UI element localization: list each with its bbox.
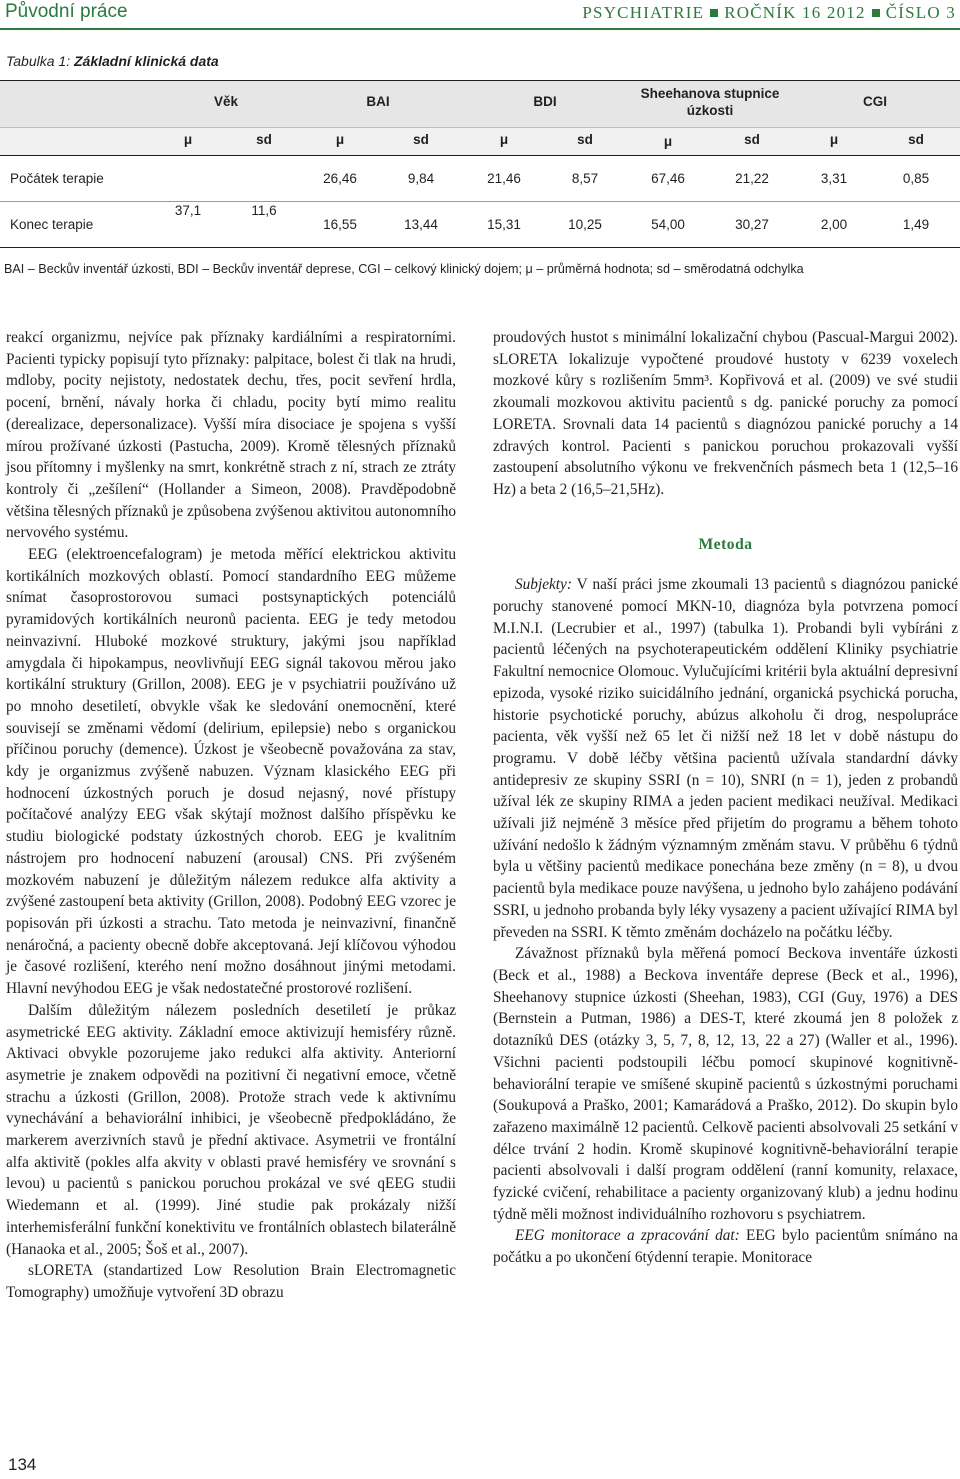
journal-name: PSYCHIATRIE bbox=[582, 3, 705, 22]
table-cell: 0,85 bbox=[902, 171, 930, 186]
paragraph: Dalším důležitým nálezem posledních desetiletí je průkaz asymetrické EEG aktivity. Základní emoce aktivizují hemisféry různě. Aktivaci obvykle pozorujeme jako redukci alfa aktivity. Anteriorní asymetrie je znakem odpovědi na pozitivní či negativní emoce, včetně strachu a úzkosti (Grillon, 2008). Protože strach vede k aktivnímu vynechávání a behaviorální inhibici, je všeobecně předpokládáno, že markerem averzivních stavů je přední aktivace. Asymetrii ve frontální alfa aktivitě (pokles alfa akvity v oblasti pravé hemisféry ve srovnání s levou) u pacientů s panickou poruchou prokázal ve své qEEG studii Wiedemann et al. (1999). Jiné studie pak prokázaly nižší interhemisferální funkční konektivitu ve frontálních oblastech bilaterálně (Hanaoka et al., 2005; Šoš et al., 2007). bbox=[6, 1001, 456, 1258]
square-bullet-icon bbox=[872, 9, 880, 17]
square-bullet-icon bbox=[710, 9, 718, 17]
group-header-bdi: BDI bbox=[533, 94, 557, 109]
table-cell: 21,22 bbox=[735, 171, 769, 186]
table-cell: 3,31 bbox=[820, 171, 848, 186]
subheader-mu: μ bbox=[829, 132, 839, 147]
table-caption bbox=[6, 53, 219, 69]
page-header bbox=[0, 0, 960, 26]
journal-year: 2012 bbox=[826, 3, 866, 22]
age-mean: 37,1 bbox=[174, 203, 202, 218]
page-number: 134 bbox=[8, 1455, 37, 1474]
subheader-sd: sd bbox=[908, 132, 924, 147]
table-cell: 1,49 bbox=[902, 217, 930, 232]
table-cell: 30,27 bbox=[735, 217, 769, 232]
table-cell: 13,44 bbox=[404, 217, 438, 232]
clinical-data-table bbox=[0, 80, 960, 248]
paragraph: reakcí organizmu, nejvíce pak příznaky kardiálními a respiratorními. Pacienti typicky popisují tyto příznaky: palpitace, bolest či tlak na hrudi, mdloby, pocity nejistoty, nedostatek dechu, třes, pocit sevření hrdla, pocení, brnění, návaly horka či chladu, pocity bytí mimo realitu (derealizace, depersonalizace). Vyšší míra disociace je spojena s vyšší mírou prožívané úzkosti (Pastucha, 2009). Kromě tělesných příznaků jsou přítomny i myšlenky na smrt, konkrétně strach z ní, strach ze ztráty kontroly či „zešílení“ (Hollander a Simeon, 2008). Pravděpodobně většina tělesných příznaků je způsobena zvýšenou aktivitou autonomního nervového systému. bbox=[6, 329, 456, 542]
table-caption-prefix: Tabulka 1: bbox=[6, 53, 71, 69]
journal-issue: ČÍSLO 3 bbox=[885, 3, 956, 22]
table-legend: BAI – Beckův inventář úzkosti, BDI – Beckův inventář deprese, CGI – celkový klinický dojem; μ – průměrná hodnota; sd – směrodatná odchylka bbox=[4, 262, 804, 276]
table-cell: 54,00 bbox=[651, 217, 685, 232]
table-cell: 10,25 bbox=[568, 217, 602, 232]
table-cell: 8,57 bbox=[571, 171, 599, 186]
table-cell: 21,46 bbox=[487, 171, 521, 186]
paragraph bbox=[493, 1225, 958, 1268]
table-cell: 67,46 bbox=[651, 171, 685, 186]
table-caption-title: Základní klinická data bbox=[73, 53, 219, 69]
row-label-start: Počátek terapie bbox=[10, 171, 104, 186]
table-divider bbox=[0, 155, 960, 156]
table-cell: 16,55 bbox=[323, 217, 357, 232]
right-text-column bbox=[493, 327, 958, 1269]
group-header-cgi: CGI bbox=[862, 94, 887, 109]
header-rule bbox=[0, 28, 960, 30]
paragraph-lead: Subjekty: bbox=[515, 576, 572, 594]
subheader-mu: μ bbox=[663, 134, 673, 149]
left-text-column bbox=[6, 327, 456, 1304]
subheader-sd: sd bbox=[744, 132, 760, 147]
section-label: Původní práce bbox=[5, 1, 128, 22]
paragraph: EEG (elektroencefalogram) je metoda měřící elektrickou aktivitu kortikálních mozkových oblastí. Pomocí standardního EEG můžeme snímat časoprostorovou sumaci postsynaptických potenciálů pyramidových kortikálních neuronů pacienta. EEG je tedy metodou neinvazivní. Hluboké mozkové struktury, jakými jsou například amygdala či hipokampus, neovlivňují EEG signál takovou měrou jako kortikální struktury (Grillon, 2008). EEG je v psychiatrii používáno už po mnoho desetiletí, obvykle však ke sledování onemocnění, které souvisejí se změnami vědomí (delirium, epilepsie) nebo s organickou příčinou poruchy (demence). Úzkost je všeobecně považována za stav, kdy je organizmus zvýšeně nabuzen. Význam klasického EEG při hodnocení úzkostných poruch je dosud nejasný, nové přístupy počítačové analýzy EEG však skýtají možnost dalšího příspěvku ke studiu biologické podstaty úzkostných chorob. EEG je kvalitním nástrojem pro hodnocení nabuzení (arousal) CNS. Při zvýšeném mozkovém nabuzení je důležitým nálezem redukce alfa aktivity a zvýšené zastoupení beta aktivity (Grillon, 2008). Podobný EEG vzorec je popisován při úzkosti a strachu. Tato metoda je neinvazivní, finančně nenáročná, a pacienty obecně dobře akceptovaná. Její klíčovou výhodou je časové rozlišení, kterého není možno dosáhnout jinými metodami. Hlavní nevýhodou EEG je však nedostatečné prostorové rozlišení. bbox=[6, 546, 456, 998]
subheader-sd: sd bbox=[256, 132, 272, 147]
group-header-bai: BAI bbox=[366, 94, 390, 109]
group-header-age: Věk bbox=[213, 94, 239, 109]
subheader-sd: sd bbox=[577, 132, 593, 147]
group-header-sheehan: Sheehanova stupnice úzkosti bbox=[640, 86, 780, 118]
paragraph: Závažnost příznaků byla měřená pomocí Beckova inventáře úzkosti (Beck et al., 1988) a Beckova inventáře deprese (Beck et al., 1996), Sheehanovy stupnice úzkosti (Sheehan, 1983), CGI (Guy, 1976) a DES (Bernstein a Putman, 1986) a DES-T, které zkoumá jen 8 položek z dotazníků DES (otázky 3, 5, 7, 8, 12, 13, 22 a 27) (Waller et al., 1996). Všichni pacienti podstoupili léčbu pomocí skupinové kognitivně-behaviorální terapie ve smíšené skupině pacientů s úzkostnými poruchami (Soukupová a Praško, 2001; Kamarádová a Praško, 2012). Do skupin bylo zařazeno maximálně 12 pacientů. Celkově pacienti absolvovali 25 setkání v délce trvání 2 hodin. Kromě skupinové kognitivně-behaviorální terapie pacienti absolvovali i další program oddělení (ranní komunity, relaxace, fyzické cvičení, rehabilitace a pacienty organizovaný klub) a jednu hodinu týdně měli možnost individuálního rozhovoru s psychiatrem. bbox=[493, 945, 958, 1223]
table-cell: 9,84 bbox=[407, 171, 435, 186]
row-label-end: Konec terapie bbox=[10, 217, 94, 232]
table-cell: 26,46 bbox=[323, 171, 357, 186]
subheader-mu: μ bbox=[335, 132, 345, 147]
paragraph: sLORETA (standartized Low Resolution Brain Electromagnetic Tomography) umožňuje vytvoření 3D obrazu bbox=[6, 1262, 456, 1301]
subheader-mu: μ bbox=[499, 132, 509, 147]
journal-info bbox=[582, 3, 956, 23]
journal-volume: ROČNÍK 16 bbox=[724, 3, 822, 22]
paragraph-lead: EEG monitorace a zpracování dat: bbox=[515, 1227, 740, 1245]
paragraph bbox=[493, 574, 958, 943]
table-cell: 15,31 bbox=[487, 217, 521, 232]
subheader-sd: sd bbox=[413, 132, 429, 147]
section-heading-method: Metoda bbox=[698, 535, 753, 553]
table-divider bbox=[0, 127, 960, 128]
table-divider bbox=[0, 201, 960, 202]
subheader-mu: μ bbox=[183, 132, 193, 147]
paragraph-body: EEG bylo pacientům snímáno na počátku a po ukončení 6týdenní terapie. Monitorace bbox=[493, 1227, 958, 1267]
table-cell: 2,00 bbox=[820, 217, 848, 232]
paragraph: proudových hustot s minimální lokalizační chybou (Pascual-Margui 2002). sLORETA lokalizuje vypočtené proudové hustoty v 6239 voxelech mozkové kůry s rozlišením 5mm³. Kopřivová et al. (2009) ve své studii zkoumali mozkovou aktivitu pacientů s dg. panické poruchy za pomocí LORETA. Srovnali data 14 pacientů s diagnózou panické poruchy a 14 zdravých kontrol. Pacienti s panickou poruchou prokazovali vyšší zastoupení absolutního výkonu ve frekvenčních pásmech beta 1 (12,5–16 Hz) a beta 2 (16,5–21,5Hz). bbox=[493, 329, 958, 498]
age-sd: 11,6 bbox=[251, 203, 277, 218]
paragraph-body: V naší práci jsme zkoumali 13 pacientů s diagnózou panické poruchy stanovené pomocí MKN-10, diagnóza byla potvrzena pomocí M.I.N.I. (Lecrubier et al., 1997) (tabulka 1). Probandi byli vybíráni z pacientů léčených na psychoterapeutickém oddělení Kliniky psychiatrie Fakultní nemocnice Olomouc. Vylučujícími kritérii byla aktuální depresivní epizoda, vysoké riziko suicidálního jednání, organická psychická porucha, historie psychotické poruchy, abúzus alkoholu či drog, nespolupráce pacienta, věk vyšší než 65 let či nižší než 18 let v době nástupu do programu. V době léčby většina pacientů užívala standardní dávky antidepresiv ze skupiny SSRI (n = 10), SNRI (n = 1), jeden z probandů užíval lék ze skupiny RIMA a jeden pacient medikaci neužíval. Medikaci užívali již nejméně 3 měsíce před přijetím do programu a během tohoto užívání nedošlo k žádným významným změnám stavu. V průběhu 6 týdnů byla u většiny pacientů medikace ponechána beze změny (n = 8), u dvou pacientů byla medikace pouze navýšena, u jednoho bylo zahájeno podávání SSRI, u jednoho probanda byly léky vysazeny a pacient užívající RIMA byl převeden na SSRI. K těmto změnám docházelo na počátku léčby. bbox=[493, 576, 958, 941]
